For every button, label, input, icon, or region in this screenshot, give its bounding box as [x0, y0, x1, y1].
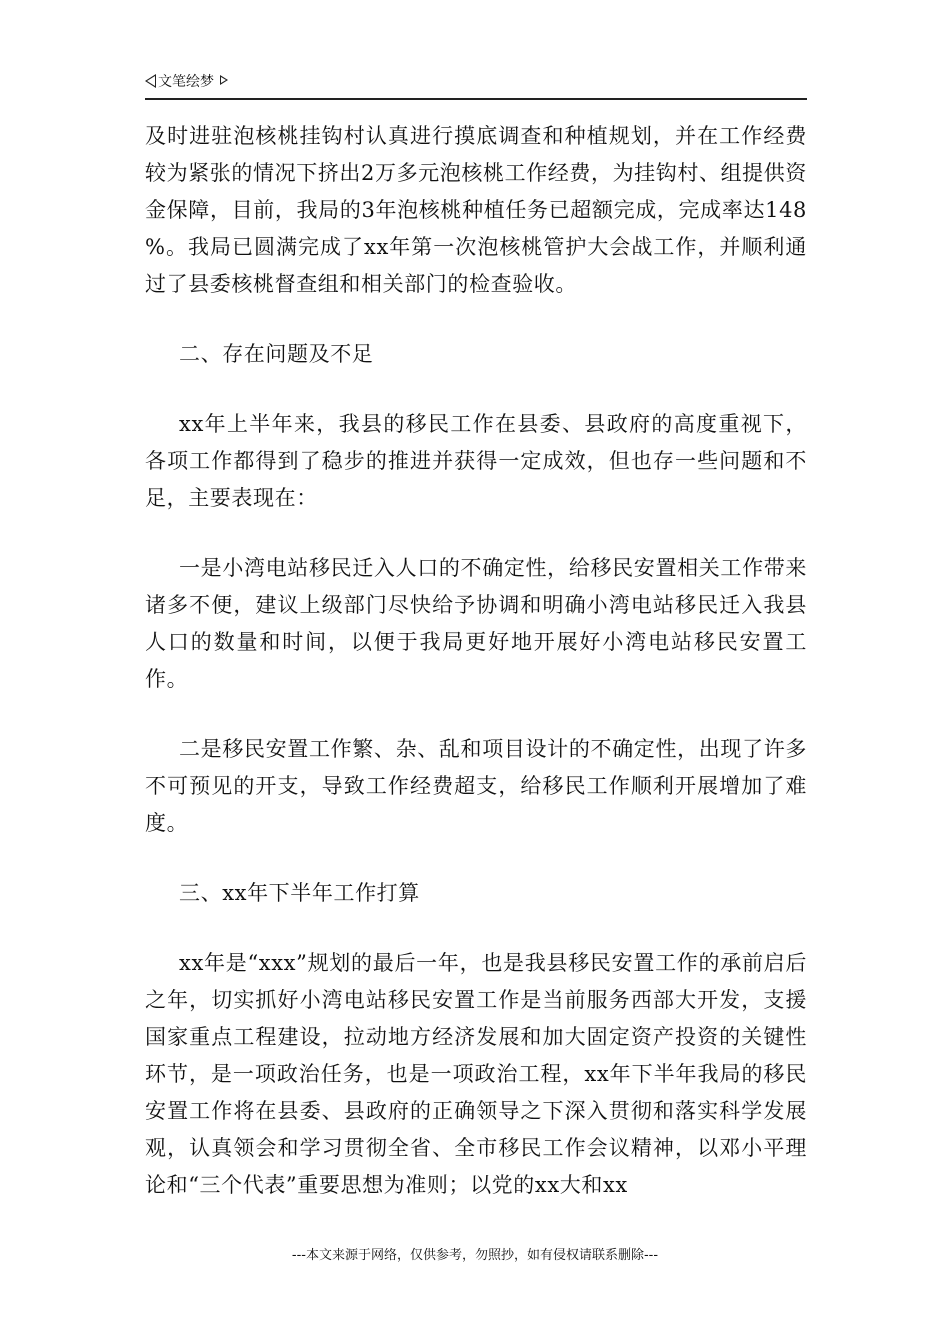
paragraph-problem-two: 二是移民安置工作繁、杂、乱和项目设计的不确定性，出现了许多不可预见的开支，导致工作经费超支，给移民工作顺利开展增加了难度。: [145, 737, 807, 835]
paragraph-plans: xx年是“xxx”规划的最后一年，也是我县移民安置工作的承前启后之年，切实抓好小湾电站移民安置工作是当前服务西部大开发，支援国家重点工程建设，拉动地方经济发展和加大固定资产投资的关键性环节，是一项政治任务，也是一项政治工程，xx年下半年我局的移民安置工作将在县委、县政府的正确领导之下深入贯彻和落实科学发展观，认真领会和学习贯彻全省、全市移民工作会议精神，以邓小平理论和“三个代表”重要思想为准则；以党的xx大和xx: [145, 951, 807, 1197]
paragraph-problems-intro: xx年上半年来，我县的移民工作在县委、县政府的高度重视下，各项工作都得到了稳步的推进并获得一定成效，但也存一些问题和不足，主要表现在：: [145, 412, 807, 510]
document-body: [145, 118, 807, 1204]
header-title: 文笔绘梦: [158, 74, 214, 90]
triangle-left-icon: [145, 74, 156, 88]
page-footer-notice: ---本文来源于网络，仅供参考，勿照抄，如有侵权请联系删除---: [291, 1248, 659, 1263]
paragraph-continuation: 及时进驻泡核桃挂钩村认真进行摸底调查和种植规划，并在工作经费较为紧张的情况下挤出2万多元泡核桃工作经费，为挂钩村、组提供资金保障，目前，我局的3年泡核桃种植任务已超额完成，完成率达148 %。我局已圆满完成了xx年第一次泡核桃管护大会战工作，并顺利通过了县委核桃督查组和相关部门的检查验收。: [145, 124, 807, 296]
paragraph-problem-one: 一是小湾电站移民迁入人口的不确定性，给移民安置相关工作带来诸多不便，建议上级部门尽快给予协调和明确小湾电站移民迁入我县人口的数量和时间，以便于我局更好地开展好小湾电站移民安置工作。: [145, 556, 807, 691]
section-heading-plans: 三、xx年下半年工作打算: [179, 881, 420, 905]
page-header: [145, 72, 807, 100]
section-heading-problems: 二、存在问题及不足: [179, 342, 374, 366]
triangle-right-icon: [220, 75, 228, 85]
